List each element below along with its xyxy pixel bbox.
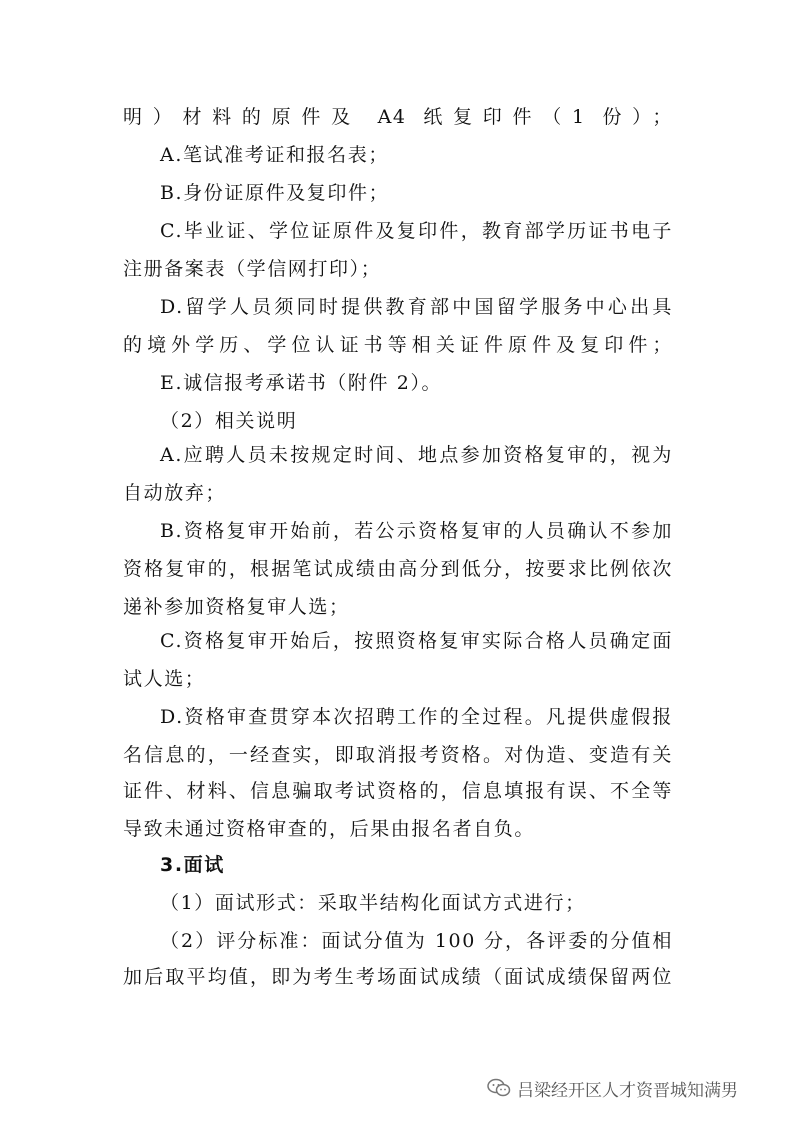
text-line: 名信息的，一经查实，即取消报考资格。对伪造、变造有关 — [123, 744, 673, 766]
text-line: A.应聘人员未按规定时间、地点参加资格复审的，视为 — [160, 444, 673, 466]
section-subheading: （2）相关说明 — [160, 410, 298, 432]
text-line: 资格复审的，根据笔试成绩由高分到低分，按要求比例依次 — [123, 558, 673, 580]
watermark-text: 吕梁经开区人才资晋城知满男 — [517, 1080, 738, 1101]
text-line: A.笔试准考证和报名表； — [160, 144, 389, 166]
text-line: B.身份证原件及复印件； — [160, 182, 390, 204]
text-line: 导致未通过资格审查的，后果由报名者自负。 — [123, 818, 536, 840]
text-line: C.资格复审开始后，按照资格复审实际合格人员确定面 — [160, 630, 673, 652]
text-line: 明）材料的原件及 A4 纸复印件（1 份）； — [123, 106, 673, 128]
text-line: 加后取平均值，即为考生考场面试成绩（面试成绩保留两位 — [123, 966, 673, 988]
text-line: D.资格审查贯穿本次招聘工作的全过程。凡提供虚假报 — [160, 706, 673, 728]
text-line: E.诚信报考承诺书（附件 2）。 — [160, 372, 443, 394]
text-line: B.资格复审开始前，若公示资格复审的人员确认不参加 — [160, 520, 673, 542]
text-line: （1）面试形式：采取半结构化面试方式进行； — [160, 892, 586, 914]
text-line: （2）评分标准：面试分值为 100 分，各评委的分值相 — [160, 930, 673, 952]
text-line: 证件、材料、信息骗取考试资格的，信息填报有误、不全等 — [123, 780, 673, 802]
text-line: 递补参加资格复审人选； — [123, 596, 350, 618]
section-heading: 3.面试 — [160, 854, 225, 876]
text-line: C.毕业证、学位证原件及复印件，教育部学历证书电子 — [160, 220, 673, 242]
text-line: D.留学人员须同时提供教育部中国留学服务中心出具 — [160, 296, 673, 318]
wechat-icon — [487, 1078, 511, 1098]
text-line: 自动放弃； — [123, 482, 227, 504]
text-line: 的境外学历、学位认证书等相关证件原件及复印件； — [123, 334, 673, 356]
text-line: 试人选； — [123, 668, 206, 690]
text-line: 注册备案表（学信网打印）； — [123, 258, 382, 280]
watermark — [487, 1074, 738, 1102]
